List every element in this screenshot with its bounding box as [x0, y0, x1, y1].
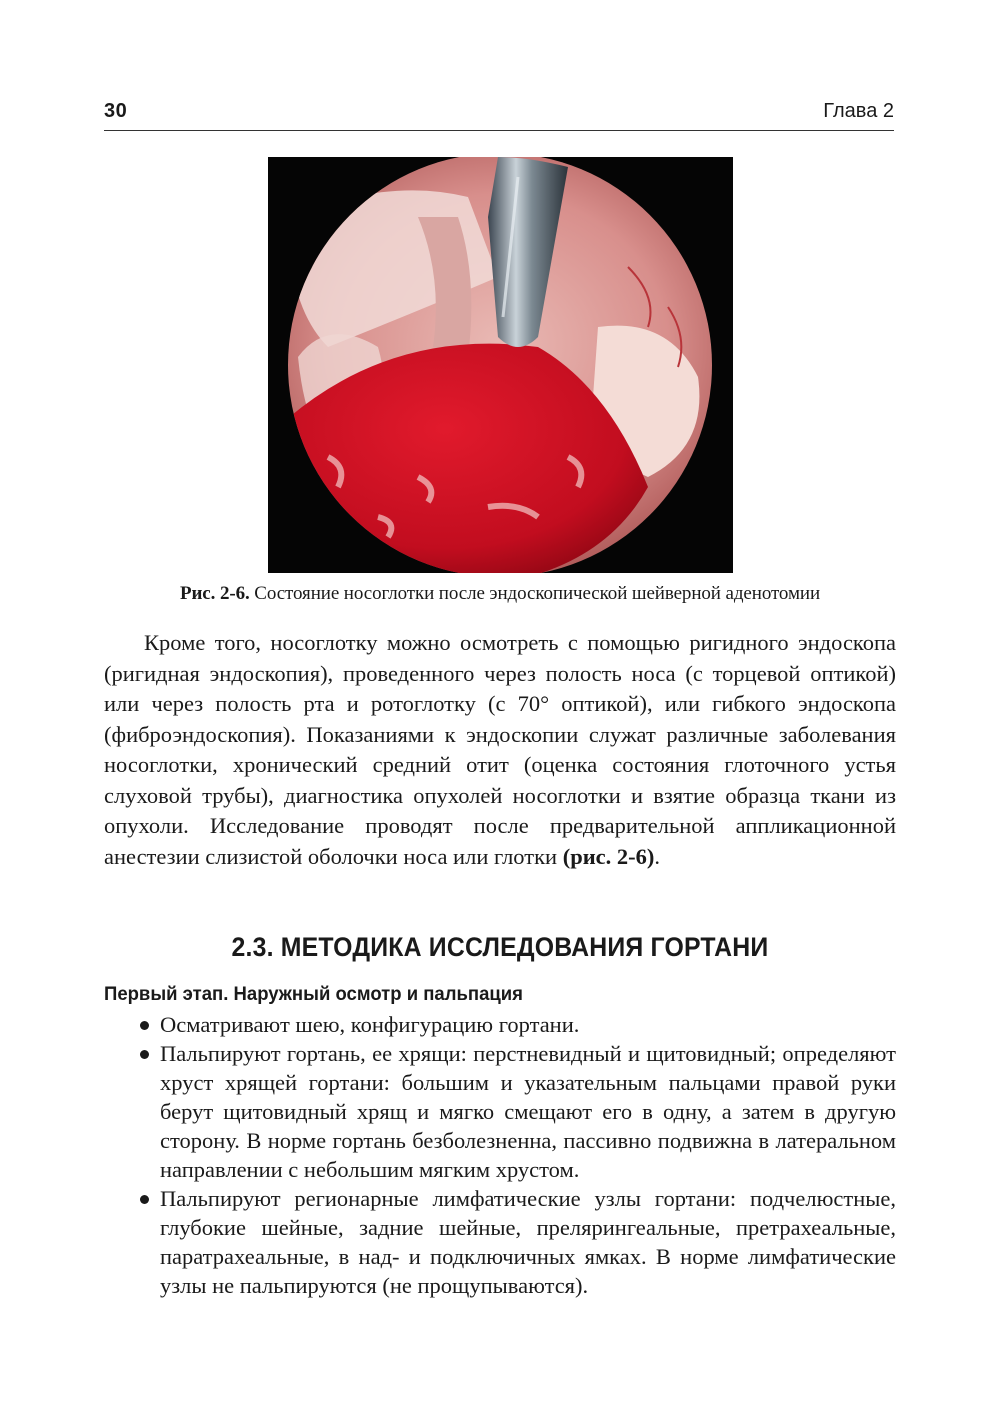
- page-number: 30: [104, 100, 128, 122]
- bullet-icon: [140, 1021, 149, 1030]
- bullet-icon: [140, 1050, 149, 1059]
- list-item: [136, 1039, 896, 1184]
- list-item: [136, 1184, 896, 1300]
- bullet-text: Пальпируют регионарные лимфатические узлы гортани: подчелюстные, глубокие шейные, задние шейные, прелярингеальные, претрахеальные, паратрахеальные, в над- и подключичных ямках. В норме лимфатические узлы не пальпируются (не прощупываются).: [160, 1186, 896, 1298]
- bullet-list: [136, 1010, 896, 1300]
- chapter-title: Глава 2: [823, 100, 894, 122]
- paragraph-text: Кроме того, носоглотку можно осмотреть с помощью ригидного эндоскопа (ригидная эндоскопия), проведенного через полость носа (с торцевой оптикой) или через полость рта и ротоглотку (с 70° оптикой), или гибкого эндоскопа (фиброэндоскопия). Показаниями к эндоскопии служат различные заболевания носоглотки, хронический средний отит (оценка состояния глоточного устья слуховой трубы), диагностика опухолей носоглотки и взятие образца ткани из опухоли. Исследование проводят после предварительной аппликационной анестезии слизистой оболочки носа или глотки: [104, 630, 896, 869]
- figure-reference: (рис. 2-6): [562, 843, 655, 869]
- paragraph-end: .: [654, 843, 661, 869]
- endoscopic-image: [268, 157, 733, 573]
- figure-caption: [104, 583, 896, 605]
- bullet-text: Пальпируют гортань, ее хрящи: перстневидный и щитовидный; определяют хруст хрящей гортани: большим и указательным пальцами правой руки берут щитовидный хрящ и мягко смещают его в одну, а затем в другую сторону. В норме гортань безболезненна, пассивно подвижна в латеральном направлении с небольшим мягким хрустом.: [160, 1041, 896, 1182]
- caption-label: Рис. 2-6.: [179, 583, 250, 604]
- bullet-text: Осматривают шею, конфигурацию гортани.: [160, 1012, 580, 1037]
- bullet-icon: [140, 1195, 149, 1204]
- page-header: [104, 96, 894, 131]
- section-title: 2.3. МЕТОДИКА ИССЛЕДОВАНИЯ ГОРТАНИ: [231, 932, 769, 962]
- endoscopy-figure: [268, 157, 733, 573]
- subsection-title: Первый этап. Наружный осмотр и пальпация: [104, 983, 523, 1005]
- caption-text: Состояние носоглотки после эндоскопической шейверной аденотомии: [254, 583, 821, 604]
- body-paragraph: [104, 628, 896, 872]
- list-item: [136, 1010, 896, 1039]
